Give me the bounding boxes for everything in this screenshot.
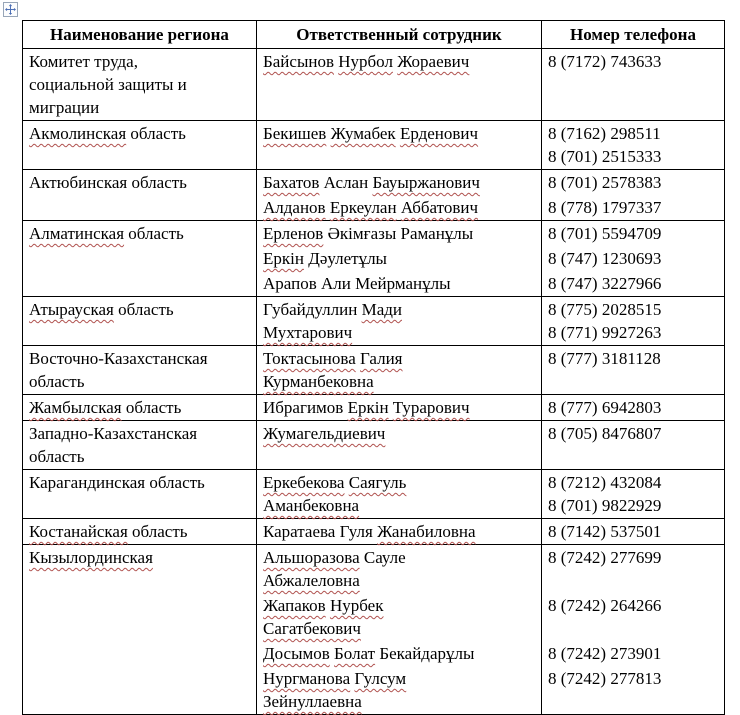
table-row [23, 169, 724, 220]
text-line: область [29, 372, 85, 391]
text-line [263, 520, 537, 543]
text-line [263, 617, 537, 640]
misspelled-word: Акмолинская [29, 124, 127, 143]
phone-cell[interactable] [541, 346, 724, 394]
phone-number: 8 (777) 6942803 [548, 398, 662, 417]
misspelled-word: Еркін [347, 398, 389, 417]
misspelled-word: Абжалеловна [263, 571, 360, 590]
phone-cell[interactable] [541, 246, 724, 271]
phone-number: 8 (7242) 277699 [548, 548, 662, 567]
word: область [118, 300, 174, 319]
phone-number: 8 (747) 3227966 [548, 274, 662, 293]
employee-entry [256, 246, 724, 271]
misspelled-word: Жумабек [330, 124, 396, 143]
row-entries [256, 346, 724, 394]
misspelled-word: Жанабиловна [377, 522, 476, 541]
text-line: Западно-Казахстанская [29, 424, 198, 443]
phone-cell[interactable] [541, 395, 724, 420]
phone-cell[interactable] [541, 641, 724, 666]
table-move-handle[interactable] [3, 2, 18, 17]
row-entries [256, 121, 724, 169]
phone-number: 8 (777) 3181128 [548, 349, 661, 368]
employee-cell[interactable] [256, 297, 541, 345]
word: Бекайдарұлы [379, 644, 475, 663]
table-row [23, 518, 724, 544]
region-cell[interactable] [23, 395, 256, 420]
table-row [23, 48, 724, 120]
misspelled-word: Жамбылская [29, 398, 122, 417]
region-cell[interactable] [23, 49, 256, 120]
text-line [263, 196, 537, 219]
phone-cell[interactable] [541, 221, 724, 246]
misspelled-word: Аманбековна [263, 496, 360, 515]
text-line: Карагандинская область [29, 473, 205, 492]
employee-cell[interactable] [256, 170, 541, 195]
misspelled-word: Костанайская [29, 522, 128, 541]
text-line [263, 667, 537, 690]
misspelled-word: Ерденович [399, 124, 479, 143]
text-line [29, 396, 252, 419]
word: Губайдуллин [263, 300, 358, 319]
text-line [263, 222, 537, 245]
phone-number: 8 (7242) 264266 [548, 596, 662, 615]
text-line [29, 298, 252, 321]
table-row [23, 469, 724, 518]
region-cell[interactable] [23, 421, 256, 469]
table-header-row [23, 21, 724, 48]
misspelled-word: Аббатович [400, 198, 479, 217]
text-line [263, 50, 537, 73]
employee-cell[interactable] [256, 49, 541, 120]
text-line [29, 546, 252, 569]
employee-cell[interactable] [256, 421, 541, 469]
word: Ибрагимов [263, 398, 344, 417]
word: Раманұлы [400, 224, 474, 243]
phone-number: 8 (701) 5594709 [548, 224, 662, 243]
text-line: Комитет труда, [29, 52, 138, 71]
misspelled-word: Кызылординская [29, 548, 153, 567]
text-line: Восточно-Казахстанская [29, 349, 208, 368]
phone-cell[interactable] [541, 297, 724, 345]
employee-cell[interactable] [256, 641, 541, 666]
misspelled-word: Нурбек [329, 596, 384, 615]
misspelled-word: Алматинская [29, 224, 125, 243]
table-row [23, 345, 724, 394]
phone-cell[interactable] [541, 593, 724, 641]
region-cell[interactable] [23, 519, 256, 544]
misspelled-word: Алданов [263, 198, 326, 217]
misspelled-word: Саягуль [348, 473, 407, 492]
employee-entry [256, 221, 724, 246]
table-row [23, 120, 724, 169]
text-line [263, 247, 537, 270]
word: Әкімғазы [327, 224, 397, 243]
region-cell[interactable] [23, 470, 256, 518]
employee-cell[interactable] [256, 395, 541, 420]
text-line: область [29, 447, 85, 466]
phone-number: 8 (701) 2515333 [548, 147, 662, 166]
phone-number: 8 (7242) 277813 [548, 669, 662, 688]
word: область [132, 522, 188, 541]
text-line [263, 642, 537, 665]
employee-entry [256, 641, 724, 666]
text-line [263, 471, 537, 494]
misspelled-word: Жораевич [397, 52, 470, 71]
text-line: Арапов Али Мейрманұлы [263, 274, 451, 293]
misspelled-word: Еркін [263, 249, 304, 268]
employee-cell[interactable] [256, 246, 541, 271]
misspelled-word: Жумагельдиевич [263, 424, 386, 443]
region-cell[interactable] [23, 346, 256, 394]
region-cell[interactable] [23, 297, 256, 345]
text-line [263, 422, 537, 445]
table-row [23, 394, 724, 420]
phone-number: 8 (705) 8476807 [548, 424, 662, 443]
employee-entry [256, 545, 724, 593]
row-entries [256, 395, 724, 420]
employee-entry [256, 297, 724, 345]
phone-number: 8 (7242) 273901 [548, 644, 662, 663]
region-cell[interactable] [23, 170, 256, 220]
misspelled-word: Гулсум [354, 669, 407, 688]
text-line: социальной защиты и [29, 75, 187, 94]
phone-cell[interactable] [541, 121, 724, 169]
misspelled-word: Сагатбекович [263, 619, 361, 638]
employee-cell[interactable] [256, 470, 541, 518]
misspelled-word: Бекишев [263, 124, 327, 143]
employee-entry [256, 271, 724, 296]
misspelled-word: Досымов [263, 644, 330, 663]
header-region[interactable]: Наименование региона [50, 25, 229, 44]
phone-number: 8 (747) 1230693 [548, 249, 662, 268]
phone-cell[interactable] [541, 421, 724, 469]
row-entries [256, 170, 724, 220]
phone-number: 8 (771) 9927263 [548, 323, 662, 342]
row-entries [256, 221, 724, 296]
phone-number: 8 (7162) 298511 [548, 124, 661, 143]
misspelled-word: Атырауская [29, 300, 114, 319]
misspelled-word: Мухтарович [263, 323, 353, 342]
employee-cell[interactable] [256, 545, 541, 593]
employee-entry [256, 470, 724, 518]
phone-cell[interactable] [541, 545, 724, 593]
misspelled-word: Курманбековна [263, 372, 374, 391]
misspelled-word: Мади [361, 300, 402, 319]
word: Гуля [339, 522, 373, 541]
table-row [23, 420, 724, 469]
misspelled-word: Альшоразова [263, 548, 360, 567]
text-line [263, 546, 537, 569]
misspelled-word: Ерленов [263, 224, 324, 243]
word: область [125, 398, 182, 417]
word: Сауле [363, 548, 406, 567]
row-entries [256, 470, 724, 518]
phone-number: 8 (7212) 432084 [548, 473, 662, 492]
text-line [263, 494, 537, 517]
text-line [263, 347, 537, 370]
word: Аслан [323, 173, 369, 192]
employee-entry [256, 49, 724, 120]
employee-cell[interactable] [256, 593, 541, 641]
phone-number: 8 (701) 2578383 [548, 173, 662, 192]
header-phone[interactable]: Номер телефона [541, 21, 724, 48]
misspelled-word: Еркебекова [263, 473, 345, 492]
text-line [29, 122, 252, 145]
misspelled-word: Жапаков [263, 596, 326, 615]
table-row [23, 544, 724, 714]
contacts-table [22, 20, 725, 715]
text-line [29, 520, 252, 543]
misspelled-word: Нургманова [263, 669, 351, 688]
word: Дәулетұлы [308, 249, 387, 268]
phone-cell[interactable] [541, 271, 724, 296]
employee-cell[interactable] [256, 195, 541, 220]
employee-cell[interactable] [256, 121, 541, 169]
table-row [23, 296, 724, 345]
region-cell[interactable] [23, 221, 256, 296]
word: область [130, 124, 186, 143]
employee-cell[interactable] [256, 221, 541, 246]
phone-number: 8 (778) 1797337 [548, 198, 662, 217]
employee-entry [256, 195, 724, 220]
employee-entry [256, 666, 724, 714]
table-body [23, 48, 724, 714]
misspelled-word: Байсынов [263, 52, 334, 71]
text-line [263, 396, 537, 419]
phone-number: 8 (7142) 537501 [548, 522, 662, 541]
employee-cell[interactable] [256, 271, 541, 296]
text-line [263, 171, 537, 194]
text-line [263, 321, 537, 344]
text-line [263, 690, 537, 713]
misspelled-word: Бауыржанович [372, 173, 480, 192]
text-line [29, 222, 252, 245]
employee-entry [256, 519, 724, 544]
table-row [23, 220, 724, 296]
text-line [263, 298, 537, 321]
misspelled-word: Нурбол [338, 52, 393, 71]
text-line [263, 122, 537, 145]
employee-entry [256, 593, 724, 641]
phone-number: 8 (775) 2028515 [548, 300, 662, 319]
arrows-move-icon [5, 4, 16, 15]
row-entries [256, 297, 724, 345]
employee-entry [256, 421, 724, 469]
phone-number: 8 (701) 9822929 [548, 496, 662, 515]
text-line: Актюбинская область [29, 173, 187, 192]
phone-cell[interactable] [541, 666, 724, 714]
text-line [263, 594, 537, 617]
row-entries [256, 49, 724, 120]
word: Каратаева [263, 522, 336, 541]
row-entries [256, 545, 724, 714]
misspelled-word: Бахатов [263, 173, 320, 192]
row-entries [256, 519, 724, 544]
region-cell[interactable] [23, 121, 256, 169]
text-line: миграции [29, 98, 100, 117]
header-employee[interactable]: Ответственный сотрудник [256, 21, 541, 48]
employee-cell[interactable] [256, 666, 541, 714]
misspelled-word: Токтасынова [263, 349, 356, 368]
region-cell[interactable] [23, 545, 256, 714]
employee-cell[interactable] [256, 346, 541, 394]
misspelled-word: Турарович [392, 398, 470, 417]
employee-entry [256, 121, 724, 169]
text-line [263, 569, 537, 592]
phone-cell[interactable] [541, 470, 724, 518]
employee-entry [256, 395, 724, 420]
employee-entry [256, 346, 724, 394]
phone-cell[interactable] [541, 195, 724, 220]
employee-entry [256, 170, 724, 195]
word: область [128, 224, 184, 243]
misspelled-word: Зейнуллаевна [263, 692, 362, 711]
phone-cell[interactable] [541, 49, 724, 120]
employee-cell[interactable] [256, 519, 541, 544]
row-entries [256, 421, 724, 469]
text-line [263, 370, 537, 393]
misspelled-word: Еркеулан [329, 198, 397, 217]
phone-number: 8 (7172) 743633 [548, 52, 662, 71]
phone-cell[interactable] [541, 170, 724, 195]
phone-cell[interactable] [541, 519, 724, 544]
misspelled-word: Галия [360, 349, 403, 368]
misspelled-word: Болат [334, 644, 376, 663]
